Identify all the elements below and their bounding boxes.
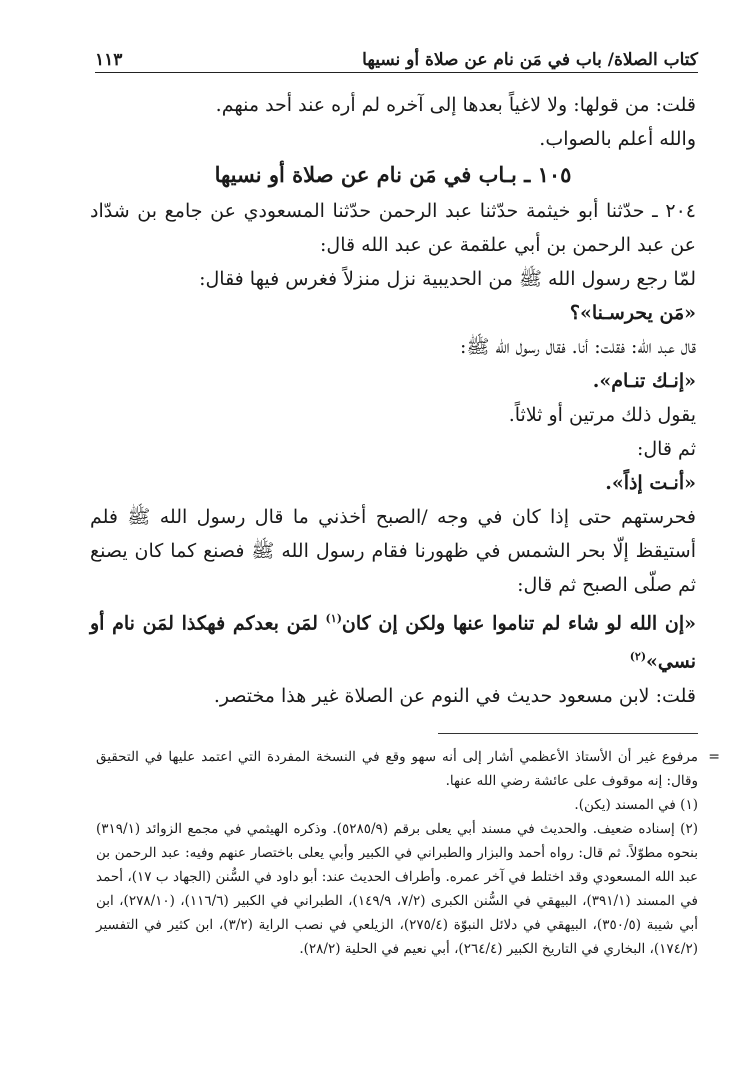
footnote-ref-2[interactable]: (٢) xyxy=(629,650,647,664)
intro-line: والله أعلم بالصواب. xyxy=(539,128,696,150)
hadith-quote: «إنـك تنـام». xyxy=(592,370,696,392)
closing-remark: قلت: لابن مسعود حديث في النوم عن الصلاة غير هذا مختصر. xyxy=(213,684,696,707)
hadith-line: يقول ذلك مرتين أو ثلاثاً. xyxy=(508,404,696,426)
page-number: ١١٣ xyxy=(95,50,123,70)
intro-line: قلت: من قولها: ولا لاغياً بعدها إلى آخره لم أره عند أحد منهم. xyxy=(215,94,696,116)
hadith-quote: «أنـت إذاً». xyxy=(605,472,696,494)
footnote-2: (٢) إسناده ضعيف. والحديث في مسند أبي يعلى برقم (٥٢٨٥/٩). وذكره الهيثمي في مجمع الزوائد (٣١٩/١) بنحوه مطوّلاً. ثم قال: رواه أحمد والبزار والطبراني في الكبير وأبي يعلى باختصار عنهم وفيه: عبد الرحمن بن عبد الله المسعودي وقد اختلط في آخر عمره. وأطراف الحديث عند: أبو داود في السُّنن (الجهاد ب ١٧)، أحمد في المسند (٣٩١/١)، البيهقي في السُّنن الكبرى (٧/٢، ١٤٩/٩)، الطبراني في الكبير (١١٦/٦)، (٢٧٨/١٠)، ابن أبي شيبة (٣٥٠/٥)، البيهقي في دلائل النبوّة (٢٧٥/٤)، الزيلعي في نصب الراية (٣/٢)، ابن كثير في التفسير (١٧٤/٢)، البخاري في التاريخ الكبير (٢٦٤/٤)، أبي نعيم في الحلية (٢٨/٢). xyxy=(96,821,699,957)
chapter-heading: ١٠٥ ـ بـاب في مَن نام عن صلاة أو نسيها xyxy=(214,162,572,187)
running-header xyxy=(95,40,698,73)
footnote-1: (١) في المسند (يكن). xyxy=(574,797,698,813)
quote-part: لمَن بعدكم فهكذا لمَن نام أو نسي» xyxy=(90,612,696,673)
hadith-line: ثم قال: xyxy=(636,438,696,460)
hadith-line: قال عبد الله: فقلت: أنا. فقال رسول الله ﷺ: xyxy=(460,336,696,358)
footnote-divider xyxy=(438,733,698,734)
header-title: كتاب الصلاة/ باب في مَن نام عن صلاة أو نسيها xyxy=(362,50,698,70)
hadith-quote: «مَن يحرسـنا»؟ xyxy=(569,302,696,324)
footnote-ref-1[interactable]: (١) xyxy=(325,612,342,625)
hadith-paragraph: فحرستهم حتى إذا كان في وجه /الصبح أخذني ما قال رسول الله ﷺ فلم أستيقظ إلّا بحر الشمس في ظهورنا فقام رسول الله ﷺ فصنع كما كان يصنع ثم صلّى الصبح ثم قال: xyxy=(90,506,696,596)
hadith-quote-final xyxy=(90,602,696,679)
main-text xyxy=(90,88,696,713)
quote-part: «إن الله لو شاء لم تناموا عنها ولكن إن كان xyxy=(341,612,696,635)
continuation-marker: = xyxy=(708,749,720,765)
footnote-continuation: مرفوع غير أن الأستاذ الأعظمي أشار إلى أنه سهو وقع في النسخة المفردة التي اعتمد عليها في التحقيق وقال: إنه موقوف على عائشة رضي الله عنها. xyxy=(96,749,698,789)
isnad-paragraph: ٢٠٤ ـ حدّثنا أبو خيثمة حدّثنا عبد الرحمن حدّثنا المسعودي عن جامع بن شدّاد عن عبد الرحمن بن أبي علقمة عن عبد الله قال: xyxy=(90,200,696,256)
footnotes xyxy=(96,745,720,961)
hadith-line: لمّا رجع رسول الله ﷺ من الحديبية نزل منزلاً فغرس فيها فقال: xyxy=(199,268,696,290)
